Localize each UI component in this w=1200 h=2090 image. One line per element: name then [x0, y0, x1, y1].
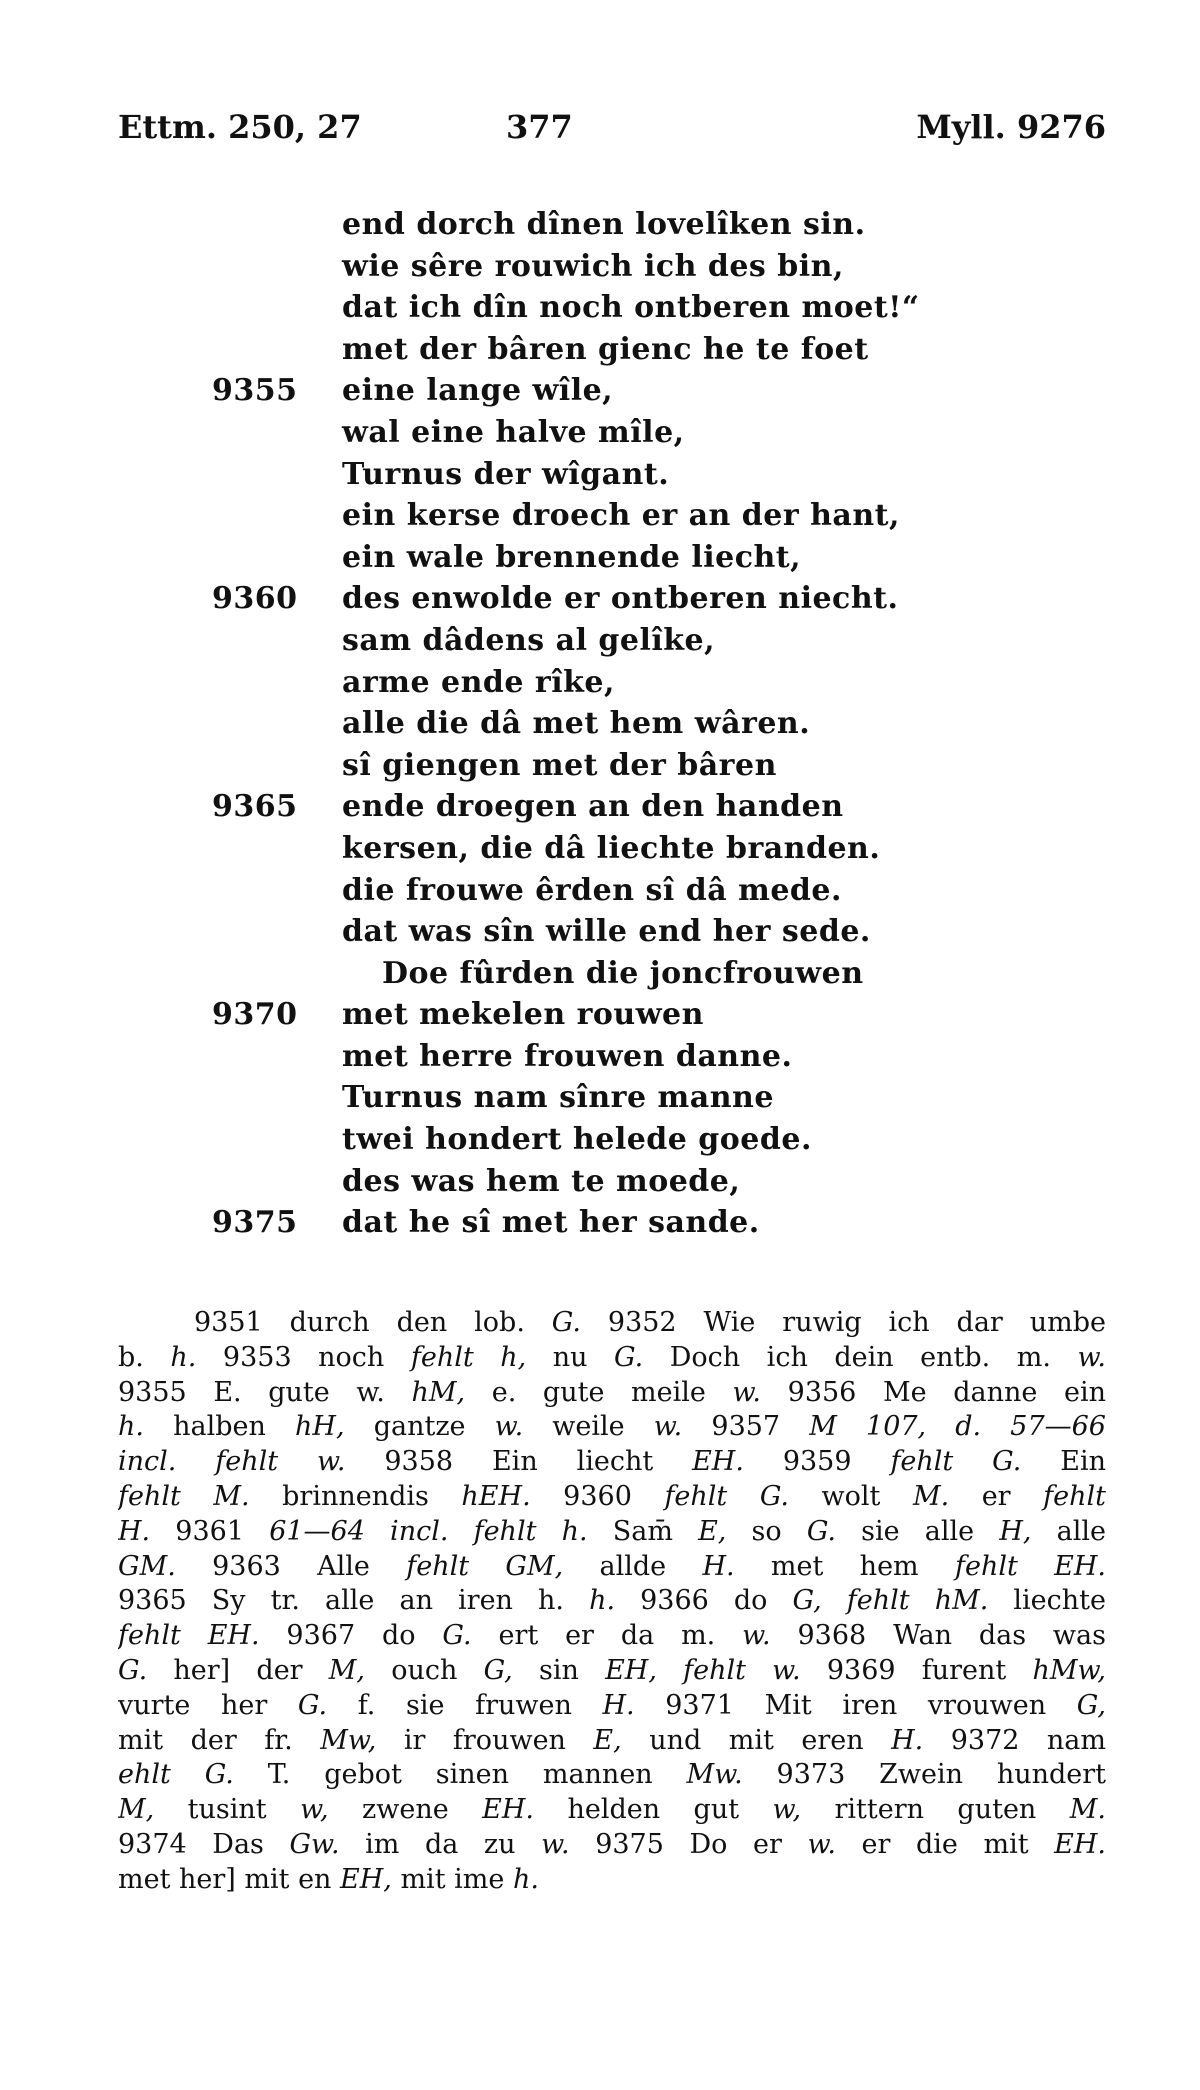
apparatus-segment: b. — [118, 1341, 171, 1373]
apparatus-segment: w. — [807, 1828, 836, 1860]
verse-line — [0, 911, 1200, 953]
apparatus-segment: allde — [563, 1550, 703, 1582]
apparatus-segment: fehlt w. — [683, 1654, 801, 1686]
apparatus-segment: 9360 — [530, 1480, 665, 1512]
apparatus-segment: fehlt G. — [664, 1480, 790, 1512]
apparatus-segment: 9369 furent — [800, 1654, 1033, 1686]
apparatus-segment: fehlt GM, — [406, 1550, 564, 1582]
apparatus-segment: G. — [806, 1515, 837, 1547]
verse-line — [0, 620, 1200, 662]
verse-text-line: Turnus nam sînre manne — [342, 1080, 774, 1116]
header-left-reference: Ettm. 250, 27 — [118, 108, 362, 146]
apparatus-segment: h. — [170, 1341, 197, 1373]
apparatus-segment: zwene — [328, 1794, 483, 1826]
verse-text-line: met mekelen rouwen — [342, 997, 704, 1033]
line-number: 9375 — [212, 1205, 298, 1241]
apparatus-segment — [657, 1655, 683, 1686]
apparatus-segment: 9356 Me danne ein — [761, 1376, 1106, 1408]
apparatus-segment: E, — [593, 1724, 622, 1756]
apparatus-segment: hM, — [411, 1376, 466, 1408]
verse-text-line: ende droegen an den handen — [342, 789, 844, 825]
apparatus-segment: G. — [297, 1689, 328, 1721]
verse-line — [0, 578, 1200, 620]
apparatus-segment: fehlt M. — [118, 1480, 250, 1512]
apparatus-segment: h. — [589, 1585, 616, 1617]
apparatus-segment: H. — [891, 1724, 924, 1756]
apparatus-segment: M, — [118, 1794, 155, 1826]
verse-line — [0, 204, 1200, 246]
apparatus-segment: 9363 Alle — [175, 1550, 407, 1582]
verse-text-line: twei hondert helede goede. — [342, 1122, 812, 1158]
verse-line — [0, 329, 1200, 371]
verse-line — [0, 1202, 1200, 1244]
apparatus-line — [118, 1376, 1106, 1411]
apparatus-segment: G. — [614, 1341, 644, 1373]
line-number: 9360 — [212, 581, 298, 617]
apparatus-segment: fehlt EH. — [954, 1550, 1106, 1582]
apparatus-segment: alle — [1031, 1515, 1106, 1547]
apparatus-segment: M 107, d. 57—66 — [809, 1411, 1106, 1443]
apparatus-segment: met her] mit en — [118, 1863, 341, 1895]
verse-text-line: dat was sîn wille end her sede. — [342, 914, 871, 950]
apparatus-segment: 9358 Ein liecht — [345, 1446, 693, 1478]
apparatus-segment: 9368 Wan das was — [770, 1620, 1106, 1652]
apparatus-segment: liechte — [988, 1585, 1106, 1617]
apparatus-segment: 9375 Do er — [569, 1828, 808, 1860]
verse-text-line: wal eine halve mîle, — [342, 414, 685, 450]
verse-line — [0, 287, 1200, 329]
apparatus-segment: rittern guten — [801, 1794, 1070, 1826]
apparatus-line — [118, 1654, 1106, 1689]
apparatus-segment: M, — [328, 1654, 366, 1686]
apparatus-line — [118, 1863, 1106, 1898]
apparatus-segment: so — [726, 1515, 807, 1547]
verse-line — [0, 994, 1200, 1036]
apparatus-segment: ir frouwen — [376, 1724, 594, 1756]
apparatus-line — [118, 1689, 1106, 1724]
apparatus-segment: 9367 do — [259, 1620, 443, 1652]
verse-line — [0, 745, 1200, 787]
critical-apparatus — [118, 1306, 1106, 1898]
apparatus-segment: Mw. — [686, 1759, 743, 1791]
apparatus-segment: helden gut — [534, 1794, 773, 1826]
apparatus-segment: fehlt hM. — [846, 1585, 989, 1617]
apparatus-segment: E, — [698, 1515, 727, 1547]
apparatus-segment: EH, — [605, 1654, 657, 1686]
apparatus-line — [118, 1793, 1106, 1828]
verse-line — [0, 662, 1200, 704]
apparatus-segment: w. — [494, 1411, 524, 1443]
verse-line — [0, 495, 1200, 537]
apparatus-segment: mit ime — [391, 1863, 513, 1895]
apparatus-line — [118, 1515, 1106, 1550]
apparatus-line — [118, 1550, 1106, 1585]
apparatus-segment: halben — [143, 1411, 296, 1443]
apparatus-segment: H, — [999, 1515, 1032, 1547]
apparatus-line — [118, 1619, 1106, 1654]
apparatus-segment: H. — [602, 1689, 635, 1721]
apparatus-line — [118, 1758, 1106, 1793]
apparatus-segment: 9371 Mit iren vrouwen — [634, 1689, 1077, 1721]
apparatus-segment: w. — [541, 1828, 570, 1860]
apparatus-segment: ert er da m. — [471, 1620, 743, 1652]
apparatus-segment: 9357 — [682, 1411, 810, 1443]
verse-line — [0, 1161, 1200, 1203]
apparatus-segment: fehlt — [1043, 1480, 1106, 1512]
apparatus-segment — [822, 1585, 847, 1616]
verse-text-line: alle die dâ met hem wâren. — [342, 706, 811, 742]
apparatus-segment: G, — [483, 1654, 513, 1686]
apparatus-segment: w. — [742, 1620, 771, 1652]
apparatus-line — [118, 1341, 1106, 1376]
apparatus-segment: tusint — [154, 1794, 301, 1826]
apparatus-segment: 9353 noch — [196, 1341, 411, 1373]
verse-line — [0, 786, 1200, 828]
verse-text-line: end dorch dînen lovelîken sin. — [342, 207, 866, 242]
apparatus-segment: EH, — [340, 1863, 392, 1895]
apparatus-segment: H. — [702, 1550, 735, 1582]
verse-line — [0, 870, 1200, 912]
verse-line — [0, 412, 1200, 454]
verse-line — [0, 828, 1200, 870]
apparatus-segment: 9361 — [150, 1515, 270, 1547]
verse-text-line: met der bâren gienc he te foet — [342, 331, 869, 367]
apparatus-segment: GM. — [118, 1550, 176, 1582]
apparatus-segment: 9365 Sy tr. alle an iren h. — [118, 1585, 590, 1617]
apparatus-segment: G, — [1076, 1689, 1106, 1721]
apparatus-segment: ehlt G. — [118, 1759, 234, 1791]
apparatus-segment: 9372 nam — [923, 1724, 1106, 1756]
apparatus-segment: EH. — [692, 1446, 744, 1478]
apparatus-segment: 9374 Das — [118, 1828, 290, 1860]
apparatus-segment: weile — [523, 1411, 654, 1443]
verse-text-line: sî giengen met der bâren — [342, 747, 777, 783]
apparatus-segment: w. — [732, 1376, 762, 1408]
apparatus-segment: her] der — [147, 1654, 329, 1686]
apparatus-segment: gantze — [344, 1411, 495, 1443]
apparatus-segment: met hem — [734, 1550, 955, 1582]
apparatus-segment: w, — [300, 1794, 329, 1826]
apparatus-segment: G. — [442, 1620, 472, 1652]
verse-text — [0, 204, 1200, 1244]
apparatus-segment: H. — [118, 1515, 151, 1547]
header-right-reference: Myll. 9276 — [916, 108, 1106, 146]
apparatus-segment: 9355 E. gute w. — [118, 1376, 412, 1408]
apparatus-segment: ouch — [365, 1654, 484, 1686]
running-header — [118, 108, 1106, 158]
verse-line — [0, 703, 1200, 745]
verse-text-line: Turnus der wîgant. — [342, 456, 670, 492]
verse-text-line: ein kerse droech er an der hant, — [342, 498, 900, 534]
verse-text-line: des was hem te moede, — [342, 1163, 741, 1199]
verse-text-line: sam dâdens al gelîke, — [342, 622, 716, 658]
apparatus-segment: hMw, — [1032, 1654, 1106, 1686]
apparatus-segment: er die mit — [835, 1828, 1055, 1860]
verse-line — [0, 537, 1200, 579]
apparatus-line — [118, 1828, 1106, 1863]
apparatus-line — [118, 1480, 1106, 1515]
verse-line — [0, 1119, 1200, 1161]
apparatus-segment: fehlt h, — [410, 1341, 527, 1373]
apparatus-segment: wolt — [789, 1480, 913, 1512]
apparatus-segment: Ein — [1021, 1446, 1106, 1478]
apparatus-segment: 9373 Zwein hundert — [742, 1759, 1106, 1791]
apparatus-segment: mit der fr. — [118, 1724, 321, 1756]
apparatus-segment: EH. — [1054, 1828, 1106, 1860]
apparatus-segment: brinnendis — [249, 1480, 462, 1512]
apparatus-segment: sin — [512, 1654, 606, 1686]
apparatus-segment: w. — [653, 1411, 683, 1443]
verse-text-line: des enwolde er ontberen niecht. — [342, 581, 899, 617]
verse-text-line: Doe fûrden die joncfrouwen — [382, 955, 864, 991]
verse-line — [0, 1036, 1200, 1078]
apparatus-segment: Mw, — [320, 1724, 377, 1756]
apparatus-segment: f. sie fruwen — [327, 1689, 603, 1721]
apparatus-segment: e. gute meile — [465, 1376, 733, 1408]
apparatus-segment: G, — [792, 1585, 822, 1617]
apparatus-segment: vurte her — [118, 1689, 298, 1721]
apparatus-segment: w. — [1077, 1341, 1106, 1373]
apparatus-segment: G. — [118, 1654, 148, 1686]
apparatus-segment: fehlt EH. — [118, 1620, 260, 1652]
apparatus-segment: hH, — [295, 1411, 345, 1443]
apparatus-segment: 9366 do — [615, 1585, 793, 1617]
verse-text-line: ein wale brennende liecht, — [342, 539, 802, 575]
apparatus-line — [118, 1584, 1106, 1619]
verse-line — [0, 454, 1200, 496]
apparatus-segment: h. — [512, 1863, 539, 1895]
line-number: 9365 — [212, 789, 298, 825]
apparatus-segment: im da zu — [339, 1828, 542, 1860]
apparatus-line — [118, 1306, 1106, 1341]
apparatus-segment: T. gebot sinen mannen — [233, 1759, 687, 1791]
verse-text-line: dat ich dîn noch ontberen moet!“ — [342, 290, 920, 326]
apparatus-segment: und mit eren — [621, 1724, 892, 1756]
verse-line — [0, 370, 1200, 412]
apparatus-segment: sie alle — [836, 1515, 1000, 1547]
verse-line — [0, 1077, 1200, 1119]
page-number: 377 — [506, 108, 573, 146]
apparatus-segment: M. — [1069, 1794, 1106, 1826]
line-number: 9370 — [212, 997, 298, 1033]
verse-text-line: die frouwe êrden sî dâ mede. — [342, 872, 842, 908]
verse-text-line: met herre frouwen danne. — [342, 1038, 793, 1074]
apparatus-segment: w, — [772, 1794, 802, 1826]
apparatus-line — [118, 1445, 1106, 1480]
apparatus-segment: fehlt G. — [890, 1446, 1022, 1478]
verse-text-line: kersen, die dâ liechte branden. — [342, 830, 881, 866]
line-number: 9355 — [212, 373, 298, 409]
apparatus-segment: hEH. — [461, 1480, 531, 1512]
apparatus-segment: 61—64 incl. fehlt h. — [269, 1515, 588, 1547]
verse-line — [0, 246, 1200, 288]
apparatus-segment: Doch ich dein entb. m. — [643, 1341, 1078, 1373]
apparatus-segment: h. — [118, 1411, 144, 1443]
apparatus-segment: incl. fehlt w. — [118, 1446, 346, 1478]
apparatus-segment: 9359 — [743, 1446, 891, 1478]
apparatus-segment: nu — [526, 1341, 615, 1373]
apparatus-segment: 9351 durch den lob. — [194, 1307, 552, 1338]
apparatus-segment: M. — [912, 1480, 950, 1512]
apparatus-line — [118, 1724, 1106, 1759]
apparatus-segment: er — [949, 1480, 1044, 1512]
apparatus-segment: EH. — [482, 1794, 535, 1826]
apparatus-segment: Gw. — [289, 1828, 340, 1860]
verse-line — [0, 953, 1200, 995]
apparatus-segment: 9352 Wie ruwig ich dar umbe — [581, 1307, 1106, 1338]
verse-text-line: dat he sî met her sande. — [342, 1205, 760, 1241]
verse-text-line: arme ende rîke, — [342, 664, 615, 700]
apparatus-segment: G. — [551, 1307, 581, 1338]
apparatus-segment: Sam̄ — [587, 1515, 699, 1547]
verse-text-line: wie sêre rouwich ich des bin, — [342, 248, 844, 284]
verse-text-line: eine lange wîle, — [342, 373, 614, 409]
apparatus-line — [118, 1410, 1106, 1445]
